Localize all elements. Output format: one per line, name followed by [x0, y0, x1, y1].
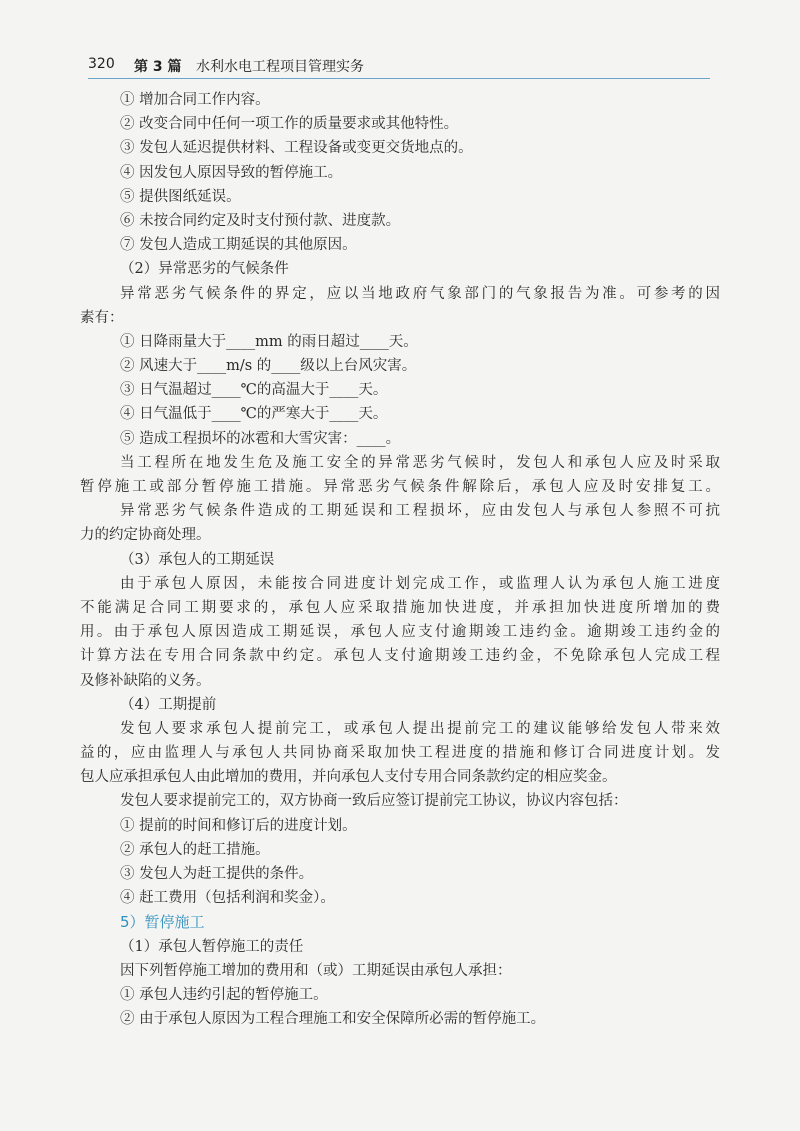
text-line: ② 改变合同中任何一项工作的质量要求或其他特性。: [120, 116, 459, 133]
section-heading: 5）暂停施工: [120, 913, 205, 932]
text-line: ① 日降雨量大于____mm 的雨日超过____天。: [120, 333, 418, 350]
text-line: （1）承包人暂停施工的责任: [120, 938, 304, 955]
text-line: ③ 发包人延迟提供材料、工程设备或变更交货地点的。: [120, 140, 473, 157]
text-line: ② 承包人的赶工措施。: [120, 841, 270, 858]
text-line: ③ 日气温超过____℃的高温大于____天。: [120, 382, 388, 399]
text-line: ⑤ 提供图纸延误。: [120, 188, 241, 205]
page-number: 320: [88, 56, 115, 72]
text-line: （3）承包人的工期延误: [120, 551, 275, 568]
text-line: 发包人要求承包人提前完工，或承包人提出提前完工的建议能够给发包人带来效: [120, 720, 720, 737]
part-label: 第 3 篇: [134, 59, 182, 75]
text-line: 发包人要求提前完工的，双方协商一致后应签订提前完工协议，协议内容包括：: [120, 793, 628, 810]
text-line: ① 提前的时间和修订后的进度计划。: [120, 817, 357, 834]
book-title: 水利水电工程项目管理实务: [196, 59, 364, 75]
body-text: [80, 88, 720, 1031]
text-line: （2）异常恶劣的气候条件: [120, 261, 289, 278]
text-line: ④ 因发包人原因导致的暂停施工。: [120, 164, 343, 181]
running-header: [88, 54, 710, 79]
text-line: 不能满足合同工期要求的，承包人应采取措施加快进度，并承担加快进度所增加的费: [80, 599, 720, 616]
text-line: 异常恶劣气候条件造成的工期延误和工程损坏，应由发包人与承包人参照不可抗: [120, 503, 720, 520]
text-line: ② 由于承包人原因为工程合理施工和安全保障所必需的暂停施工。: [120, 1011, 546, 1028]
text-line: ④ 赶工费用（包括利润和奖金）。: [120, 890, 335, 907]
text-line: ③ 发包人为赶工提供的条件。: [120, 866, 314, 882]
text-line: 用。由于承包人原因造成工期延误，承包人应支付逾期竣工违约金。逾期竣工违约金的: [80, 624, 720, 641]
text-line: 当工程所在地发生危及施工安全的异常恶劣气候时，发包人和承包人应及时采取: [120, 454, 720, 471]
text-line: 益的，应由监理人与承包人共同协商采取加快工程进度的措施和修订合同进度计划。发: [80, 745, 720, 762]
text-line: 异常恶劣气候条件的界定，应以当地政府气象部门的气象报告为准。可参考的因: [120, 285, 720, 302]
text-line: 由于承包人原因，未能按合同进度计划完成工作，或监理人认为承包人施工进度: [120, 575, 720, 592]
text-line: 包人应承担承包人由此增加的费用，并向承包人支付专用合同条款约定的相应奖金。: [80, 769, 617, 786]
text-line: ① 承包人违约引起的暂停施工。: [120, 986, 328, 1003]
text-line: ⑥ 未按合同约定及时支付预付款、进度款。: [120, 212, 401, 229]
text-line: ④ 日气温低于____℃的严寒大于____天。: [120, 406, 388, 423]
text-line: ② 风速大于____m/s 的____级以上台风灾害。: [120, 358, 417, 375]
text-line: 因下列暂停施工增加的费用和（或）工期延误由承包人承担：: [120, 962, 512, 979]
text-line: （4）工期提前: [120, 696, 217, 713]
text-line: 计算方法在专用合同条款中约定。承包人支付逾期竣工违约金，不免除承包人完成工程: [80, 648, 720, 665]
text-line: 素有：: [80, 309, 124, 326]
text-line: 暂停施工或部分暂停施工措施。异常恶劣气候条件解除后，承包人应及时安排复工。: [80, 479, 720, 495]
text-line: 及修补缺陷的义务。: [80, 672, 211, 689]
text-line: ⑦ 发包人造成工期延误的其他原因。: [120, 237, 357, 254]
text-line: ⑤ 造成工程损坏的冰雹和大雪灾害：____。: [120, 430, 401, 447]
text-line: ① 增加合同工作内容。: [120, 92, 270, 108]
text-line: 力的约定协商处理。: [80, 527, 211, 544]
